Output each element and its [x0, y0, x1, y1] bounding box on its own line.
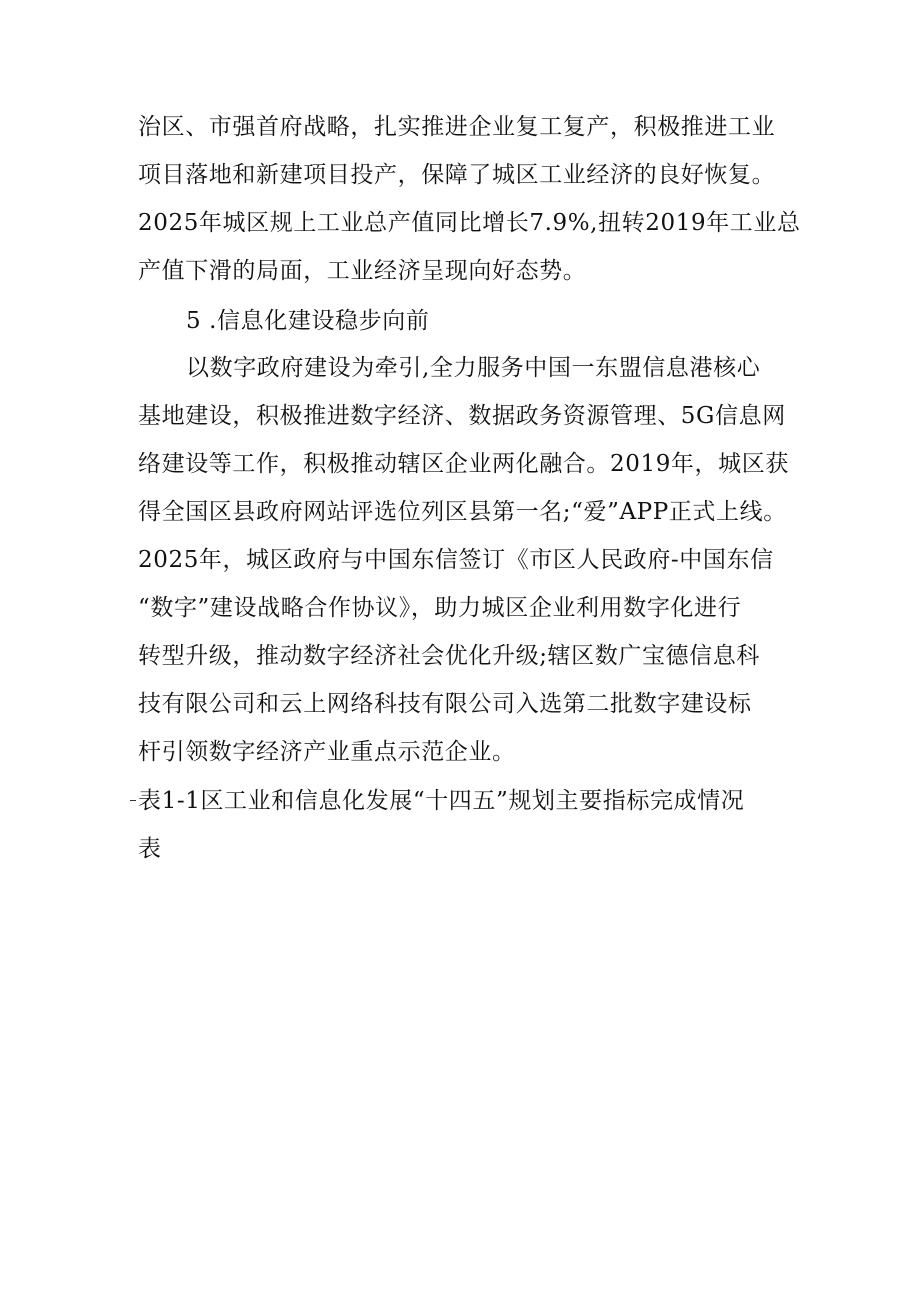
- paragraph-2-line-2: 基地建设，积极推进数字经济、数据政务资源管理、5G信息网: [138, 403, 786, 429]
- paragraph-1-line-3: 2025年城区规上工业总产值同比增长7.9%,扭转2019年工业总: [138, 210, 801, 236]
- paragraph-2-line-3: 络建设等工作，积极推动辖区企业两化融合。2019年，城区获: [138, 451, 789, 477]
- paragraph-2-line-9: 杆引领数字经济产业重点示范企业。: [138, 739, 516, 765]
- paragraph-1-line-1: 治区、市强首府战略，扎实推进企业复工复产，积极推进工业: [138, 114, 776, 140]
- paragraph-2-line-7: 转型升级，推动数字经济社会优化升级;辖区数广宝德信息科: [138, 643, 760, 669]
- table-caption-line-1: 表1-1区工业和信息化发展“十四五”规划主要指标完成情况: [138, 788, 745, 814]
- paragraph-1-line-4: 产值下滑的局面，工业经济呈现向好态势。: [138, 258, 587, 284]
- paragraph-2-line-1: 以数字政府建设为牵引,全力服务中国一东盟信息港核心: [186, 355, 761, 381]
- paragraph-2-line-6: “数字”建设战略合作协议》，助力城区企业利用数字化进行: [138, 595, 742, 621]
- paragraph-2-line-5: 2025年，城区政府与中国东信签订《市区人民政府-中国东信: [138, 547, 774, 573]
- paragraph-1-line-2: 项目落地和新建项目投产，保障了城区工业经济的良好恢复。: [138, 162, 776, 188]
- table-caption-line-2: 表: [138, 836, 162, 862]
- section-heading: 5 .信息化建设稳步向前: [186, 308, 430, 334]
- caption-mark-decoration: [130, 800, 136, 801]
- paragraph-2-line-4: 得全国区县政府网站评选位列区县第一名;“爱”APP正式上线。: [138, 499, 787, 525]
- paragraph-2-line-8: 技有限公司和云上网络科技有限公司入选第二批数字建设标: [138, 691, 752, 717]
